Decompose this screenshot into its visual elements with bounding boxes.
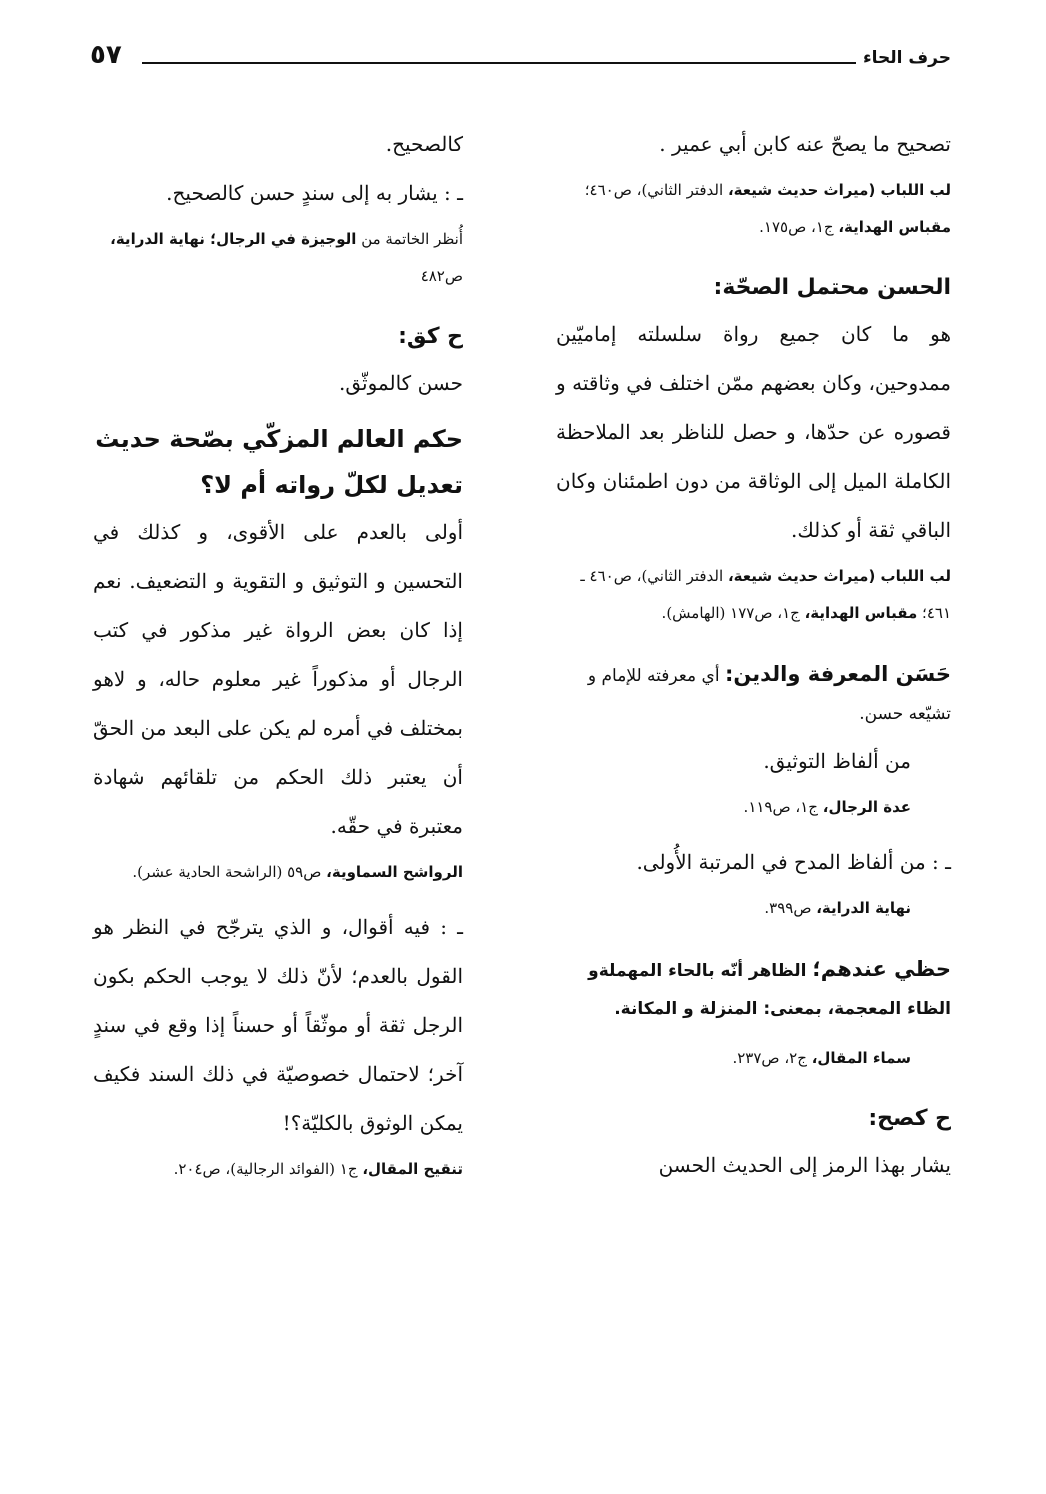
page-number: ٥٧	[90, 40, 122, 70]
entry-paragraph: أولى بالعدم على الأقوى، و كذلك في التحسين و التوثيق و التقوية و التضعيف. نعم إذا كان بعض الرواة غير مذكور في كتب الرجال أو مذكوراً غير معلوم حاله، و لاهو بمختلف في أمره لم يكن على البعد من الحقّ أن يعتبر ذلك الحكم من تلقائهم شهادة معتبرة في حقّه.	[93, 520, 463, 838]
entry-paragraph: ـ : فيه أقوال، و الذي يترجّح في النظر هو القول بالعدم؛ لأنّ ذلك لا يوجب الحكم بكون الرجل ثقة أو موثّقاً أو حسناً إذا وقع في سندٍ آخر؛ لاحتمال خصوصيّة في ذلك السند فكيف يمكن الوثوق بالكليّة؟!	[93, 915, 463, 1135]
running-title: حرف الحاء	[862, 48, 951, 68]
entry-term: حَسَن المعرفة والدين:	[724, 662, 951, 686]
text-line: ـ : يشار به إلى سندٍ حسن كالصحيح.	[166, 181, 463, 205]
source-citation	[93, 221, 463, 295]
source-citation	[556, 789, 951, 826]
source-detail: ص٣٩٩.	[764, 899, 817, 917]
source-detail: الدفتر الثاني)، ص٤٦٠؛	[584, 181, 728, 199]
source-citation	[93, 1151, 463, 1188]
source-citation	[93, 854, 463, 891]
source-title: تنقيح المقال،	[362, 1160, 463, 1178]
source-title: لب اللباب (ميراث حديث شيعة،	[727, 567, 951, 585]
page-header	[90, 40, 951, 80]
entry-paragraph: هو ما كان جميع رواة سلسلته إماميّين ممدوحين، وكان بعضهم ممّن اختلف في وثاقته و قصوره عن حدّها، و حصل للناظر بعد الملاحظة الكاملة الميل إلى الوثاقة من دون اطمئنان وكان الباقي ثقة أو كذلك.	[556, 322, 951, 542]
source-title: مقباس الهداية،	[838, 218, 951, 236]
source-title: عدة الرجال،	[822, 798, 911, 816]
entry-heading: ح كق:	[398, 324, 463, 349]
left-column	[93, 120, 463, 1200]
source-title: الوجيزة في الرجال؛ نهاية الدراية،	[110, 230, 357, 248]
source-title: الرواشح السماوية،	[326, 863, 463, 881]
source-title: لب اللباب (ميراث حديث شيعة،	[727, 181, 951, 199]
entry-heading: ح كصح:	[868, 1106, 951, 1131]
source-detail: الدفتر الثاني)، ص٤٦٠ ـ ٤٦١؛	[580, 567, 951, 622]
text-line: حسن كالموثّق.	[339, 371, 463, 395]
text-line: تصحيح ما يصحّ عنه كابن أبي عمير .	[659, 132, 951, 156]
source-citation	[556, 172, 951, 246]
entry-definition	[556, 950, 951, 1028]
right-column	[556, 120, 951, 1190]
source-detail: أُنظر الخاتمة من	[356, 230, 463, 248]
source-detail: ص٥٩ (الراشحة الحادية عشر).	[132, 863, 327, 881]
text-line: من ألفاظ التوثيق.	[763, 749, 911, 773]
source-citation	[556, 1040, 951, 1077]
source-citation	[556, 558, 951, 632]
source-title: سماء المقال،	[811, 1049, 911, 1067]
entry-term: حظي عندهم؛	[812, 957, 951, 981]
source-detail: ج١ (الفوائد الرجالية)، ص٢٠٤.	[173, 1160, 363, 1178]
source-detail: ج١، ص١٧٧ (الهامش).	[661, 604, 805, 622]
source-title: مقباس الهداية،	[804, 604, 918, 622]
entry-gloss: الظاهر أنّه بالحاء المهملةو الظاء المعجمة، بمعنى: المنزلة و المكانة.	[588, 961, 951, 1019]
source-detail: ج١، ص١٧٥.	[759, 218, 839, 236]
source-detail: ص٤٨٢	[420, 267, 463, 285]
section-heading: حكم العالم المزكّي بصّحة حديث تعديل لكلّ رواته أم لا؟	[95, 425, 463, 499]
entry-definition	[556, 655, 951, 733]
text-line: يشار بهذا الرمز إلى الحديث الحسن	[658, 1153, 951, 1177]
header-rule	[142, 62, 856, 64]
entry-heading: الحسن محتمل الصحّة:	[713, 275, 951, 300]
source-title: نهاية الدراية،	[816, 899, 911, 917]
text-line: ـ : من ألفاظ المدح في المرتبة الأُولى.	[636, 850, 951, 874]
text-line: كالصحيح.	[385, 132, 463, 156]
source-detail: ج١، ص١١٩.	[743, 798, 823, 816]
source-detail: ج٢، ص٢٣٧.	[732, 1049, 812, 1067]
source-citation	[556, 890, 951, 927]
entry-gloss: أي معرفته للإمام و تشيّعه حسن.	[587, 666, 951, 724]
